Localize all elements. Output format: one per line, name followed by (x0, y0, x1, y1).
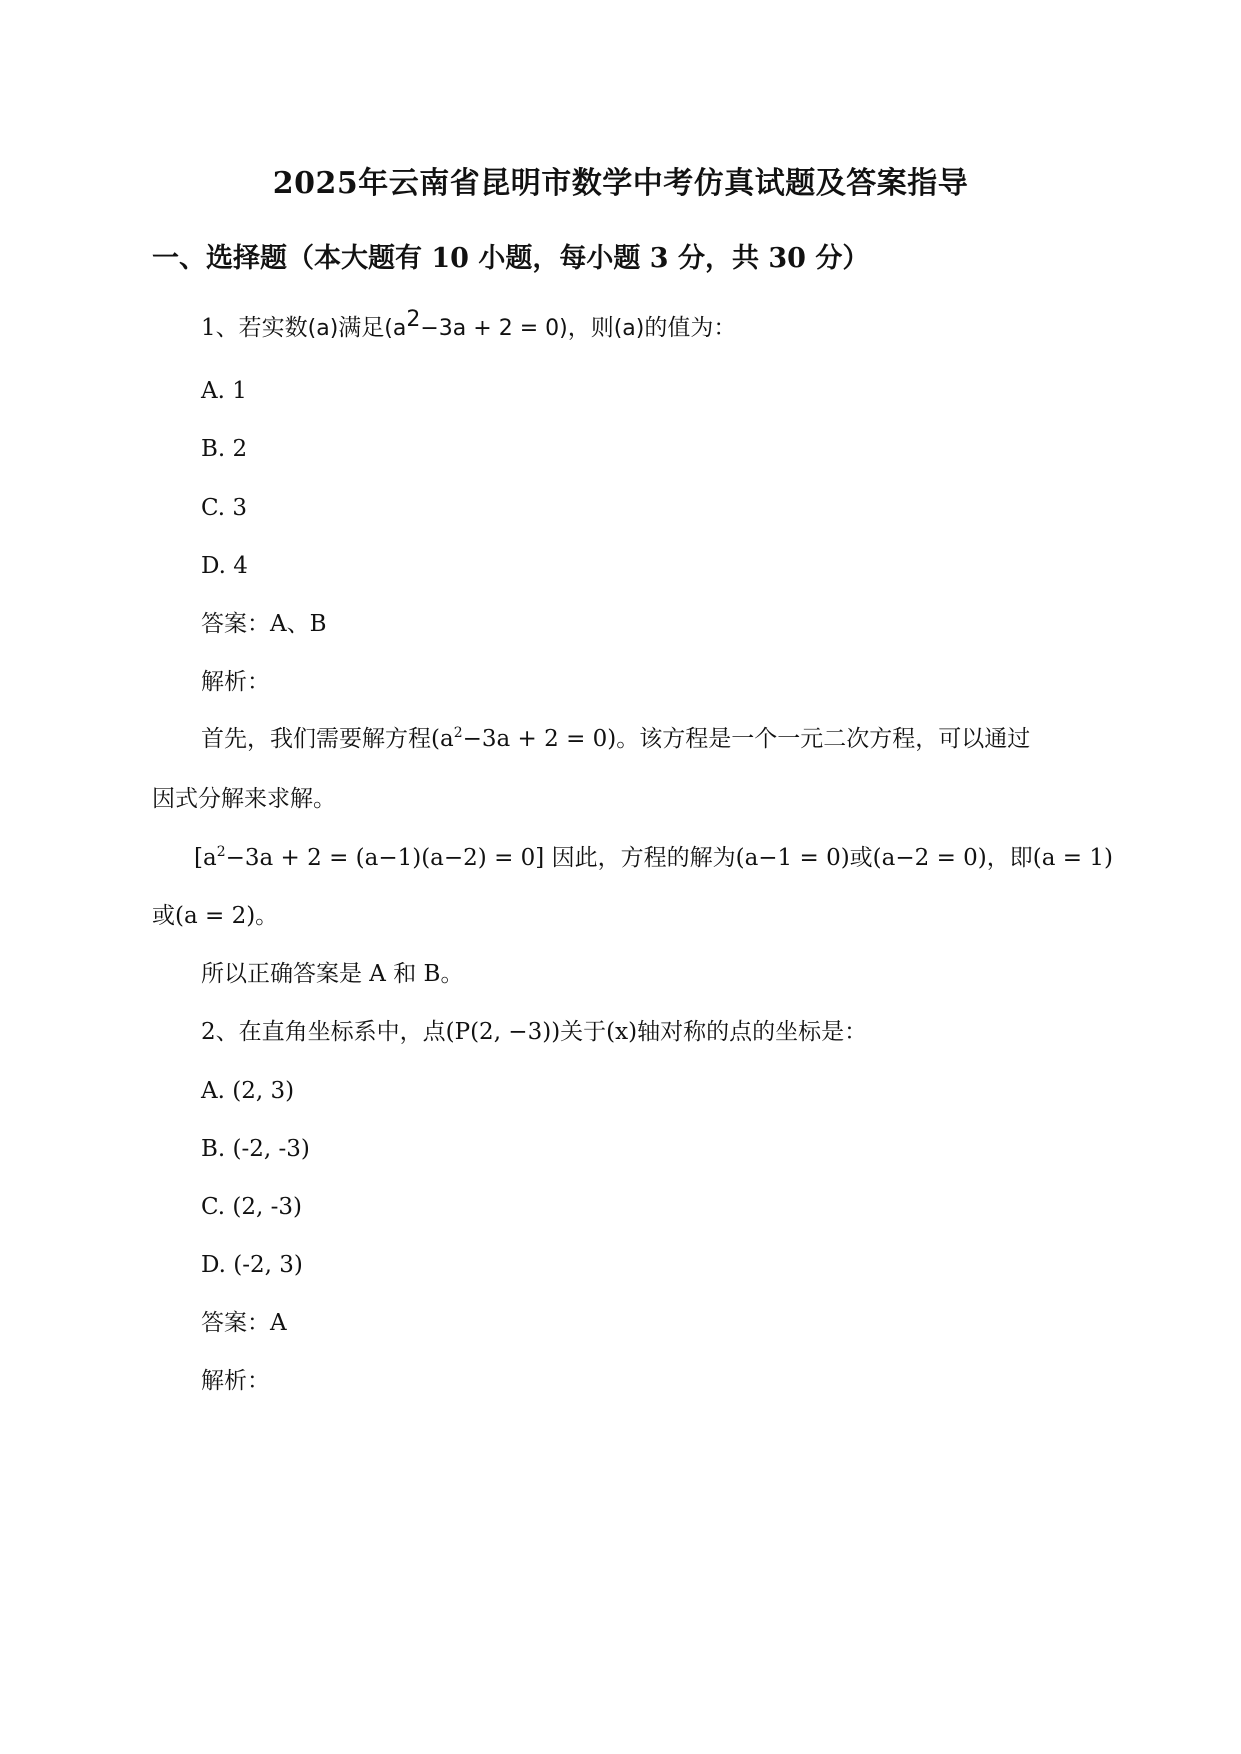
q1-solution-cont: 或(a = 2)。 (152, 903, 279, 929)
q1-answer: 答案：A、B (201, 611, 327, 637)
q1-option-a: A. 1 (201, 378, 247, 404)
q1-option-c: C. 3 (201, 495, 248, 521)
q1-factor-equation: $[a^2-3a + 2 = (a-1)(a-2) = 0]$ 因此，方程的解为(a−1 = 0)或(a−2 = 0)，即(a = 1) (194, 844, 1113, 871)
q1-option-b: B. 2 (201, 436, 248, 462)
q2-answer: 答案：A (201, 1310, 287, 1336)
document-title: 2025年云南省昆明市数学中考仿真试题及答案指导 (272, 166, 969, 201)
q2-stem: 2、在直角坐标系中，点(P(2, −3))关于(x)轴对称的点的坐标是： (201, 1019, 868, 1045)
section-heading: 一、选择题（本大题有 10 小题，每小题 3 分，共 30 分） (152, 243, 870, 274)
q2-analysis-label: 解析： (201, 1368, 270, 1394)
q1-analysis-paragraph-cont: 因式分解来求解。 (152, 786, 336, 812)
q1-analysis-paragraph: 首先，我们需要解方程$(a^2-3a + 2 = 0)$。该方程是一个一元二次方程，可以通过 (201, 725, 1031, 752)
q1-option-d: D. 4 (201, 553, 248, 579)
q2-option-d: D. (-2, 3) (201, 1252, 303, 1278)
q2-option-b: B. (-2, -3) (201, 1136, 310, 1162)
q2-option-c: C. (2, -3) (201, 1194, 303, 1220)
q1-stem: 1、若实数(a)满足$(a^2-3a + 2 = 0)$，则(a)的值为： (201, 307, 737, 341)
q1-conclusion: 所以正确答案是 A 和 B。 (201, 961, 464, 987)
q1-analysis-label: 解析： (201, 669, 270, 695)
q2-option-a: A. (2, 3) (201, 1078, 295, 1104)
